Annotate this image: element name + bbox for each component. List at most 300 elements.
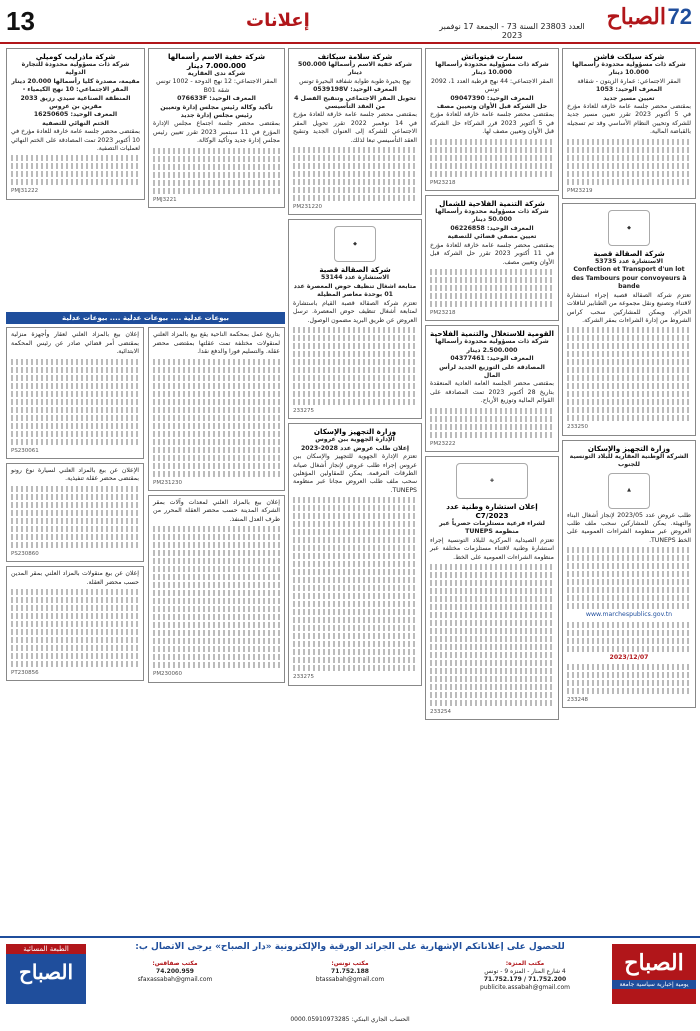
text-filler xyxy=(430,628,554,634)
notice-nada-immo xyxy=(148,48,285,208)
text-filler xyxy=(430,147,554,153)
notice-select-fashion xyxy=(562,48,696,199)
text-filler xyxy=(153,566,280,572)
text-filler xyxy=(567,672,691,678)
notice-ref: 233275 xyxy=(293,674,314,681)
text-filler xyxy=(293,617,417,623)
notice-title: شركة خفية الاسم رأسمالها 7.000.000 دينار xyxy=(167,52,266,70)
notice-body: تعتزم شركة الصقالة قصبة القيام باستشارة لمتابعة أشغال تنظيف حوض المعصرة. ترسل العروض عن طريق البريد مضمون الوصول. xyxy=(293,299,417,324)
text-filler xyxy=(11,399,139,405)
text-filler xyxy=(153,399,280,405)
text-filler xyxy=(430,139,554,145)
text-filler xyxy=(567,155,691,161)
text-filler xyxy=(567,587,691,593)
text-filler xyxy=(293,569,417,575)
text-filler xyxy=(430,277,554,283)
notice-ref: 233248 xyxy=(567,696,588,703)
notice-body: بمقتضى محضر جلسة عامة خارقة للعادة مؤرخ في 10 أكتوبر 2023 تمت المصادقة على الختم النهائي لعمليات التصفية. xyxy=(11,128,140,153)
notice-body: بمقتضى محضر جلسة عامة خارقة للعادة مؤرخ في 5 أكتوبر 2023 قرر الشركاء حل الشركة قبل الأوان وتعيين مصف لها. xyxy=(430,111,554,136)
office-label: مكتب المنزه: xyxy=(505,960,545,967)
text-filler xyxy=(153,606,280,612)
issue-line: العدد 23803 السنة 73 - الجمعة 17 نوفمبر 2023 xyxy=(439,22,585,40)
text-filler xyxy=(293,335,417,341)
text-filler xyxy=(11,415,139,421)
text-filler xyxy=(11,645,139,651)
judicial-sales-banner: بيوعات عدلية .... بيوعات عدلية .... بيوعات عدلية xyxy=(6,312,285,324)
text-filler xyxy=(567,139,691,145)
text-filler xyxy=(430,612,554,618)
text-filler xyxy=(11,423,139,429)
notice-subtitle: الإدارة الجهوية ببن عروس xyxy=(315,436,395,444)
column-1 xyxy=(562,48,696,932)
text-filler xyxy=(11,179,140,185)
text-filler xyxy=(430,580,554,586)
text-filler xyxy=(430,269,554,275)
text-filler xyxy=(567,147,691,153)
text-filler xyxy=(293,367,417,373)
notice-ref: PM23218 xyxy=(430,179,456,186)
notice-ref: 233250 xyxy=(567,424,588,431)
office-email[interactable]: publicite.assabah@gmail.com xyxy=(480,984,570,991)
text-filler xyxy=(293,585,417,591)
text-filler xyxy=(293,665,417,671)
text-filler xyxy=(11,597,139,603)
text-filler xyxy=(430,660,554,666)
text-filler xyxy=(153,407,280,413)
text-filler xyxy=(293,609,417,615)
notice-subtitle: شركة ندى العقارية xyxy=(187,70,246,77)
text-filler xyxy=(567,351,691,357)
judicial-sales-columns xyxy=(6,327,285,686)
company-emblem-icon: ◆ xyxy=(334,226,376,262)
notice-body: بمقتضى محضر الجلسة العامة العادية المنعقدة بتاريخ 28 أكتوبر 2023 تمت المصادقة على القوائم المالية وتوزيع الأرباح. xyxy=(430,380,554,405)
column-3 xyxy=(288,48,422,932)
notice-body: إعلان بيع بالمزاد العلني لمعدات وآلات بمقر الشركة المدينة حسب محضر العقلة المحرر من طرف العدل المنفذ. xyxy=(153,499,280,523)
notice-ref: PS230860 xyxy=(11,550,39,557)
text-filler xyxy=(11,518,139,524)
notice-body: بمقتضى محضر جلسة عامة خارقة للعادة مؤرخ في 11 أكتوبر 2023 تقرر حل الشركة قبل الأوان وتعيين مصف. xyxy=(430,241,554,266)
text-filler xyxy=(293,163,417,169)
notice-subtitle: شركة خفية الاسم رأسمالها 500.000 دينار xyxy=(298,61,412,77)
text-filler xyxy=(567,415,691,421)
text-filler xyxy=(153,447,280,453)
text-filler xyxy=(293,593,417,599)
text-filler xyxy=(567,638,691,644)
notice-title: شركة الصقالة قصبة xyxy=(319,265,391,275)
text-filler xyxy=(153,164,280,170)
text-filler xyxy=(153,383,280,389)
text-filler xyxy=(293,155,417,161)
text-filler xyxy=(11,486,139,492)
notice-title: إعلان استشارة وطنية عدد 2023/C7 xyxy=(446,501,538,520)
text-filler xyxy=(567,646,691,652)
text-filler xyxy=(293,375,417,381)
text-filler xyxy=(153,630,280,636)
text-filler xyxy=(567,571,691,577)
text-filler xyxy=(293,171,417,177)
notice-subtitle: الاستشارة عدد 53144 xyxy=(321,274,389,282)
text-filler xyxy=(293,537,417,543)
column-2 xyxy=(425,48,559,932)
notice-id: المعرف الوحيد: 04377461 xyxy=(450,355,534,363)
text-filler xyxy=(430,676,554,682)
text-filler xyxy=(567,595,691,601)
page-footer xyxy=(0,936,700,1031)
text-filler xyxy=(430,171,554,177)
notice-body: بمقتضى محضر جلسة عامة خارقة للعادة مؤرخ في 5 أكتوبر 2023 تقرر تعيين مسير جديد للشركة وتحيين النظام الأساسي وقد تم تسجيله بالقباضة المالية. xyxy=(567,103,691,136)
text-filler xyxy=(11,637,139,643)
notice-title: شركة سلامة سيكاتف xyxy=(317,52,393,61)
notice-title: شركة التنمية الفلاحية للشمال xyxy=(439,199,545,209)
notice-address: مقيمة، مصدرة كليا رأسمالها 20.000 دينار xyxy=(11,77,140,85)
text-filler xyxy=(567,179,691,185)
text-filler xyxy=(153,550,280,556)
text-filler xyxy=(430,644,554,650)
text-filler xyxy=(567,563,691,569)
notice-motherlab xyxy=(6,48,145,200)
text-filler xyxy=(153,638,280,644)
notice-id: المعرف الوحيد: 16250605 xyxy=(33,111,118,119)
judicial-notice xyxy=(148,327,285,491)
daily-tagline: يومية إخبارية سياسية جامعة xyxy=(612,980,696,989)
text-filler xyxy=(293,625,417,631)
notice-title-fr: Confection et Transport d'un lot des Tambours pour convoyeurs à bande xyxy=(571,266,687,291)
text-filler xyxy=(153,439,280,445)
text-filler xyxy=(293,497,417,503)
office-label: مكتب تونس: xyxy=(331,960,369,967)
footer-office-menzah xyxy=(440,960,610,992)
notice-subtitle: شركة ذات مسؤولية محدودة رأسمالها 50.000 دينار xyxy=(435,208,549,224)
section-title: إعلانات xyxy=(246,10,310,31)
notice-address: نهج بحيرة طوبة طوابة شفافة البحيرة تونس xyxy=(299,77,411,85)
notice-body: الإعلان عن بيع بالمزاد العلني لسيارة نوع رونو بمقتضى محضر عقلة تنفيذية. xyxy=(11,467,139,483)
notice-body: تعتزم الصيدلية المركزية للبلاد التونسية إجراء استشارة وطنية لاقتناء مستلزمات مختلفة عبر منظومة الشراءات العمومية على الخط. xyxy=(430,536,554,561)
tender-website[interactable]: www.marchespublics.gov.tn xyxy=(585,611,673,619)
evening-edition-label: الطبعة المسائية xyxy=(6,944,86,954)
notice-id: المعرف الوحيد: 09047390 xyxy=(450,94,534,102)
text-filler xyxy=(293,641,417,647)
page-header xyxy=(0,0,700,44)
company-emblem-icon: ◆ xyxy=(608,210,650,246)
text-filler xyxy=(567,688,691,694)
text-filler xyxy=(11,367,139,373)
text-filler xyxy=(11,589,139,595)
footer-title: للحصول على إعلاناتكم الإشهارية على الجرائد الورقية والإلكترونية «دار الصباح» يرجى الاتصال ب: xyxy=(135,942,565,952)
text-filler xyxy=(11,171,140,177)
text-filler xyxy=(430,564,554,570)
notice-ref: PT230856 xyxy=(11,670,39,677)
evening-brand: الصباح xyxy=(18,960,74,984)
text-filler xyxy=(293,561,417,567)
text-filler xyxy=(153,172,280,178)
text-filler xyxy=(153,542,280,548)
text-filler xyxy=(11,613,139,619)
text-filler xyxy=(293,657,417,663)
text-filler xyxy=(430,684,554,690)
text-filler xyxy=(293,351,417,357)
notice-action: تعيين مصفي قضائي للتصفية xyxy=(447,233,537,241)
text-filler xyxy=(293,545,417,551)
notice-title: شركة الصقالة قصبة xyxy=(593,249,665,259)
notice-action: تأكيد وكالة رئيس مجلس إدارة وتعيين رئيس مجلس إدارة جديد xyxy=(160,103,273,120)
notice-address: المقر الاجتماعي: عمارة الزيتون - شقاقة xyxy=(577,77,681,85)
text-filler xyxy=(430,293,554,299)
text-filler xyxy=(293,359,417,365)
office-phone: 74.200.959 xyxy=(156,968,194,975)
notice-action: تحويل المقر الاجتماعي وتنقيح الفصل 4 من العقد التأسيسي xyxy=(294,94,416,111)
notice-sakkala-cleaning xyxy=(288,219,422,419)
text-filler xyxy=(293,577,417,583)
column-5 xyxy=(6,48,145,308)
text-filler xyxy=(293,521,417,527)
text-filler xyxy=(11,510,139,516)
notice-id: المعرف الوحيد: 1053 xyxy=(595,86,663,94)
text-filler xyxy=(153,431,280,437)
notice-ref: PM23219 xyxy=(567,187,593,194)
text-filler xyxy=(153,598,280,604)
notice-pharmacy-tender xyxy=(425,456,559,720)
notice-address: المقر الاجتماعي: 12 نهج الدوحة - 1002 تونس شقة B01 xyxy=(156,78,277,94)
notice-title: شركة ماذرليب كوميلي xyxy=(35,52,116,61)
text-filler xyxy=(430,700,554,706)
text-filler xyxy=(430,604,554,610)
text-filler xyxy=(293,179,417,185)
bank-account: الحساب الجاري البنكي: 0000.05910973285 xyxy=(290,1016,410,1023)
text-filler xyxy=(153,367,280,373)
text-filler xyxy=(11,653,139,659)
text-filler xyxy=(430,416,554,422)
text-filler xyxy=(567,547,691,553)
text-filler xyxy=(11,502,139,508)
text-filler xyxy=(430,432,554,438)
notice-subtitle: شركة ذات مسؤولية محدودة رأسمالها 10.000 دينار xyxy=(435,61,549,77)
text-filler xyxy=(11,163,140,169)
text-filler xyxy=(430,620,554,626)
notice-national-agri xyxy=(425,325,559,452)
text-filler xyxy=(293,147,417,153)
text-filler xyxy=(430,163,554,169)
notice-subtitle: الاستشارة عدد 53735 xyxy=(595,258,663,266)
notice-subtitle: الشركة الوطنية العقارية للبلاد التونسية للجنوب xyxy=(569,452,689,469)
notice-ref: PM23222 xyxy=(430,440,456,447)
text-filler xyxy=(430,596,554,602)
notice-ref: PMJ3221 xyxy=(153,196,177,203)
text-filler xyxy=(567,664,691,670)
office-phone: 71.752.179 / 71.752.200 xyxy=(483,976,567,983)
footer-office-sfax xyxy=(90,960,260,984)
text-filler xyxy=(567,399,691,405)
notice-subtitle: شركة ذات مسؤولية محدودة رأسمالها 10.000 دينار xyxy=(572,61,686,77)
text-filler xyxy=(430,155,554,161)
notice-action: تعيين مسير جديد xyxy=(603,94,655,102)
notice-ref: 233254 xyxy=(430,709,451,715)
notice-title: وزارة التجهيز والإسكان xyxy=(587,443,671,453)
text-filler xyxy=(11,383,139,389)
text-filler xyxy=(153,148,280,154)
notice-action: حل الشركة قبل الأوان وتعيين مصف xyxy=(436,103,548,111)
notice-body: بتاريخ عمل بمحكمة الناحية يقع بيع بالمزاد العلني لمنقولات مختلفة تمت عقلتها بمقتضى محضر عقلة. والتسليم فورا والدفع نقدا. xyxy=(153,331,280,356)
text-filler xyxy=(567,375,691,381)
text-filler xyxy=(11,155,140,161)
text-filler xyxy=(293,327,417,333)
text-filler xyxy=(153,423,280,429)
notice-address: المقر الاجتماعي: 44 نهج قرطبة العدد 1، 2092 تونس xyxy=(430,77,554,94)
footer-office-tunis xyxy=(265,960,435,984)
notice-subtitle: شركة ذات مسؤولية محدودة رأسمالها 2.500.000 دينار xyxy=(435,338,549,354)
notice-subtitle-2: متابعة اشغال تنظيف حوض المعصرة عدد 01 بوحدة معاصر المظيلة xyxy=(293,282,417,299)
text-filler xyxy=(153,188,280,194)
text-filler xyxy=(153,455,280,461)
notice-id: المعرف الوحيد: 0539198V xyxy=(313,86,397,94)
notice-body: تعتزم الإدارة الجهوية للتجهيز والإسكان ببن عروس إجراء طلب عروض لإنجاز أشغال صيانة الطرقات المرقمة. يمكن للمقاولين المؤهلين سحب ملف طلب العروض مجانا عبر منظومة TUNEPS. xyxy=(293,453,417,494)
notice-id: المعرف الوحيد: 076633F xyxy=(177,95,256,103)
page-number: 13 xyxy=(6,6,35,36)
text-filler xyxy=(153,391,280,397)
notice-ref: PMJ31222 xyxy=(11,188,39,195)
text-filler xyxy=(11,494,139,500)
text-filler xyxy=(153,622,280,628)
text-filler xyxy=(11,526,139,532)
text-filler xyxy=(153,646,280,652)
text-filler xyxy=(567,163,691,169)
text-filler xyxy=(430,692,554,698)
notice-benarous-tender xyxy=(288,423,422,685)
text-filler xyxy=(11,629,139,635)
text-filler xyxy=(153,463,280,469)
judicial-notice xyxy=(6,566,144,681)
evening-edition-logo xyxy=(6,944,86,1004)
ministry-logo-icon: ▲ xyxy=(608,473,650,509)
text-filler xyxy=(293,649,417,655)
text-filler xyxy=(567,630,691,636)
text-filler xyxy=(153,180,280,186)
newspaper-logo xyxy=(600,4,696,38)
text-filler xyxy=(567,579,691,585)
notice-body: بمقتضى محضر جلسة عامة خارقة للعادة مؤرخ في 14 نوفمبر 2022 تقرر تحويل المقر الاجتماعي للشركة إلى العنوان الجديد وتنقيح العقد التأسيسي تبعا لذلك. xyxy=(293,111,417,144)
notice-ref: PM231230 xyxy=(153,479,183,486)
text-filler xyxy=(430,636,554,642)
text-filler xyxy=(430,408,554,414)
notice-body: طلب عروض عدد 2023/05 لإنجاز أشغال البناء والتهيئة. يمكن للمشاركين سحب ملف طلب العروض عبر منظومة الشراءات العمومية على الخط TUNEPS. xyxy=(567,511,691,544)
text-filler xyxy=(567,335,691,341)
text-filler xyxy=(293,633,417,639)
judicial-notice xyxy=(6,327,144,459)
notice-subtitle: لشراء فرعية مستلزمات حصرياً عبر منظومة TUNEPS xyxy=(439,519,545,536)
text-filler xyxy=(567,680,691,686)
office-email[interactable]: sfaxassabah@gmail.com xyxy=(137,976,213,983)
office-email[interactable]: btassabah@gmail.com xyxy=(315,976,385,983)
text-filler xyxy=(153,359,280,365)
judicial-notice xyxy=(6,463,144,562)
text-filler xyxy=(293,187,417,193)
notice-smart-vitopatch xyxy=(425,48,559,191)
office-address: 4 شارع المنار - المنزه 9 - تونس xyxy=(484,968,566,975)
text-filler xyxy=(11,621,139,627)
text-filler xyxy=(567,367,691,373)
text-filler xyxy=(430,668,554,674)
text-filler xyxy=(293,529,417,535)
notice-title: سمارت فيتوباتش xyxy=(461,52,523,61)
text-filler xyxy=(11,359,139,365)
text-filler xyxy=(153,471,280,477)
text-filler xyxy=(293,391,417,397)
text-filler xyxy=(11,431,139,437)
text-filler xyxy=(293,601,417,607)
text-filler xyxy=(11,439,139,445)
text-filler xyxy=(153,534,280,540)
text-filler xyxy=(567,359,691,365)
text-filler xyxy=(567,391,691,397)
text-filler xyxy=(430,301,554,307)
text-filler xyxy=(293,399,417,405)
daily-brand-logo xyxy=(612,944,696,1004)
text-filler xyxy=(293,513,417,519)
judicial-notice xyxy=(148,495,285,683)
notice-body: بمقتضى محضر جلسة اجتماع مجلس الإدارة المؤرخ في 11 سبتمبر 2023 تقرر تعيين رئيس مجلس إدارة جديد وتأكيد الوكالة. xyxy=(153,120,280,145)
text-filler xyxy=(430,424,554,430)
text-filler xyxy=(153,654,280,660)
notice-body: إعلان عن بيع منقولات بالمزاد العلني بمقر المدين حسب محضر العقلة. xyxy=(11,570,139,586)
text-filler xyxy=(153,574,280,580)
text-filler xyxy=(293,553,417,559)
notice-action: المصادقة على التوزيع الجديد لرأس المال xyxy=(439,363,545,379)
text-filler xyxy=(430,572,554,578)
logo-number: 72 xyxy=(667,4,692,29)
text-filler xyxy=(153,156,280,162)
notice-subtitle-2: إعلان طلب عروض عدد 2028-2023 xyxy=(300,444,410,452)
daily-brand: الصباح xyxy=(624,950,684,976)
text-filler xyxy=(11,542,139,548)
notice-ref: 233275 xyxy=(293,407,314,414)
notice-address-2: المقر الاجتماعي: 10 نهج الكيمياء - المنطقة الصناعية سيدي رزيق 2033 مقرين بن عروس xyxy=(20,86,131,111)
notice-title: وزارة التجهيز والإسكان xyxy=(313,427,397,437)
text-filler xyxy=(567,622,691,628)
text-filler xyxy=(11,605,139,611)
text-filler xyxy=(11,391,139,397)
notice-agri-north xyxy=(425,195,559,321)
text-filler xyxy=(11,534,139,540)
text-filler xyxy=(567,327,691,333)
text-filler xyxy=(153,526,280,532)
notice-body: إعلان بيع بالمزاد العلني لعقار وأجهزة منزلية بمقتضى أمر قضائي صادر عن رئيس المحكمة الابتدائية. xyxy=(11,331,139,356)
notice-title: القومية للاستغلال والتنمية الفلاحية xyxy=(430,329,554,339)
judicial-col-left xyxy=(6,327,144,686)
tender-deadline: 2023/12/07 xyxy=(609,653,649,661)
text-filler xyxy=(567,383,691,389)
text-filler xyxy=(153,590,280,596)
notice-ref: PS230061 xyxy=(11,447,39,454)
text-filler xyxy=(567,171,691,177)
notice-body: تعتزم شركة الصقالة قصبة إجراء استشارة لاقتناء وتصنيع ونقل مجموعة من الطنابير لناقلات الحزام. ويمكن للمشاركين سحب كراس الشروط من إدارة الشراءات بمقر الشركة. xyxy=(567,291,691,324)
pharmacy-logo-icon: ✚ xyxy=(456,463,528,499)
text-filler xyxy=(293,383,417,389)
text-filler xyxy=(153,558,280,564)
text-filler xyxy=(430,652,554,658)
text-filler xyxy=(11,661,139,667)
text-filler xyxy=(11,407,139,413)
notice-subtitle: شركة ذات مسؤولية محدودة للتجارة الدولية xyxy=(21,61,130,77)
text-filler xyxy=(430,588,554,594)
text-filler xyxy=(11,375,139,381)
notice-ref: PM231220 xyxy=(293,204,323,211)
notice-title: شركة سيلكت فاشن xyxy=(593,52,665,61)
notice-id: المعرف الوحيد: 06226858 xyxy=(450,224,534,232)
notice-housing-tender xyxy=(562,440,696,709)
text-filler xyxy=(153,375,280,381)
text-filler xyxy=(293,195,417,201)
notice-ref: PM230060 xyxy=(153,671,183,678)
notice-action: الختم النهائي للتصفية xyxy=(42,119,109,127)
